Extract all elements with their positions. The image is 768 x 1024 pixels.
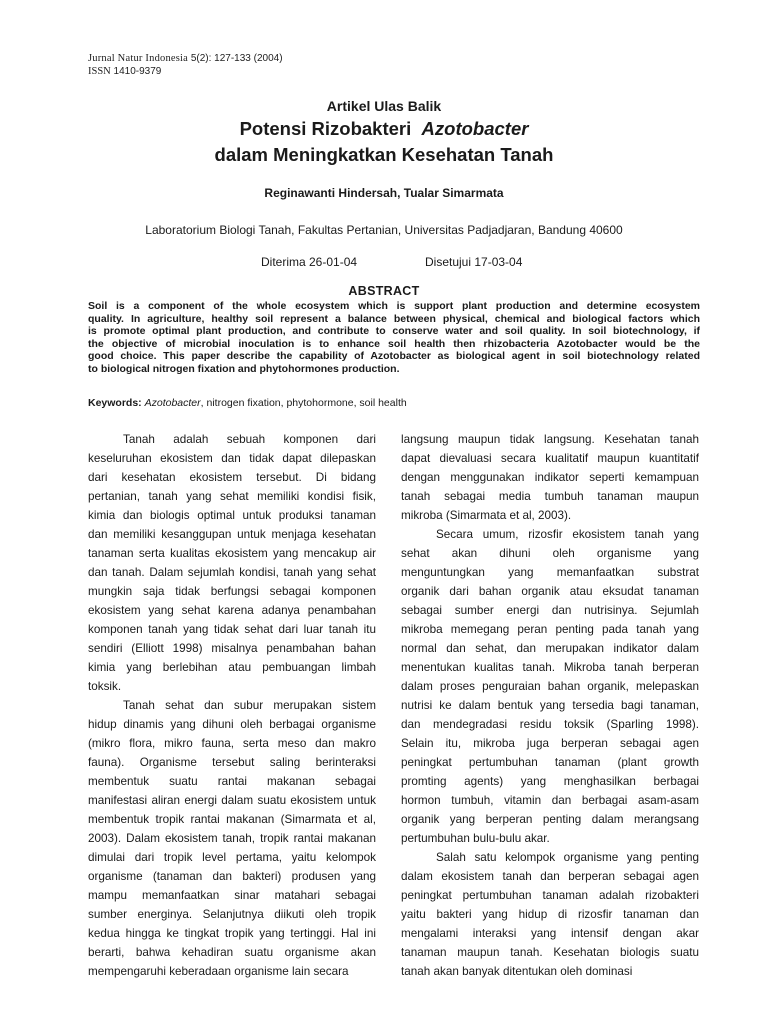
journal-citation <box>88 52 283 65</box>
body-line: komponen tanah yang tidak sehat dari luar tanah itu <box>88 623 376 636</box>
right-column <box>401 430 699 981</box>
body-line: (mikro flora, mikro fauna, serta meso dan makro <box>88 737 376 750</box>
authors: Reginawanti Hindersah, Tualar Simarmata <box>264 186 504 200</box>
body-line: dalam ekosistem tanah dan berperan sebagai agen <box>401 870 699 883</box>
abstract-line: Soil is a component of the whole ecosystem which is support plant production and determine ecosystem <box>88 300 700 312</box>
body-line: mengalami interaksi yang intensif dengan akar <box>401 927 699 940</box>
body-line: organisme (tanaman dan bakteri) produsen yang <box>88 870 376 883</box>
body-line: tanah akan banyak ditentukan oleh dominasi <box>401 965 633 978</box>
body-line: membentuk tropik rantai makanan (Simarmata et al, <box>88 813 376 826</box>
body-line: yaitu bakteri yang hidup di rizosfir tanaman dan <box>401 908 699 921</box>
body-line: dengan menggunakan indikator seperti kemampuan <box>401 471 699 484</box>
body-line: manifestasi aliran energi dalam suatu ekosistem untuk <box>88 794 376 807</box>
body-line: normal dan sehat, dan merupakan indikator dalam <box>401 642 699 655</box>
body-line: Salah satu kelompok organisme yang penting <box>436 851 699 864</box>
body-line: keseluruhan ekosistem dan tidak dapat dilepaskan <box>88 452 376 465</box>
body-line: Selain itu, mikroba juga berperan sebagai agen <box>401 737 699 750</box>
body-line: ekosistem yang sehat karena adanya penambahan <box>88 604 376 617</box>
keywords <box>88 397 407 409</box>
body-line: kimia yang berlebihan atau pembuangan limbah <box>88 661 376 674</box>
abstract-line: is promote optimal plant production, and contribute to conserve water and soil quality. In soil biotechnology, if <box>88 325 700 338</box>
journal-header <box>88 52 283 78</box>
body-line: hidup dinamis yang dihuni oleh berbagai organisme <box>88 718 376 731</box>
keywords-rest: , nitrogen fixation, phytohormone, soil health <box>200 397 407 409</box>
received-date: Diterima 26-01-04 <box>261 255 358 269</box>
body-line: langsung maupun tidak langsung. Kesehatan tanah <box>401 433 699 446</box>
body-line: mikroba memegang peran penting pada tanah yang <box>401 623 699 636</box>
body-line: pertanian, tanah yang sehat memiliki kondisi fisik, <box>88 490 376 503</box>
body-line: kimia dan biologis optimal untuk produksi tanaman <box>88 509 376 522</box>
body-line: Tanah sehat dan subur merupakan sistem <box>123 699 376 712</box>
keyword-italic: Azotobacter <box>144 397 201 409</box>
body-line: mungkin saja tidak berfungsi sebagai komponen <box>88 585 376 598</box>
abstract-line: quality. In agriculture, healthy soil represent a balance between physical, chemical and biological factors which <box>88 312 700 325</box>
body-line: nutrisi ke dalam bentuk yang tersedia bagi tanaman, <box>401 699 699 712</box>
body-line: toksik. <box>88 680 122 693</box>
issn-line <box>88 65 283 78</box>
body-line: sendiri (Elliott 1998) misalnya penambahan bahan <box>88 642 376 655</box>
body-line: dan memiliki kesanggupan untuk menjaga kesehatan <box>88 528 376 541</box>
body-line: mempengaruhi keberadaan organisme lain secara <box>88 965 349 978</box>
body-line: fauna). Organisme tersebut saling berinteraksi <box>88 756 376 769</box>
abstract-line: the objective of microbial inoculation is to enhance soil health then rhizobacteria Azotobacter would be the <box>88 337 700 350</box>
abstract-body <box>88 300 700 376</box>
body-line: organik dari bahan organik atau eksudat tanaman <box>401 585 699 598</box>
body-line: tanaman maupun tanah. Kesehatan biologis suatu <box>401 946 699 959</box>
abstract-line: to biological nitrogen fixation and phytohormones production. <box>88 362 400 375</box>
journal-volume: 5(2): 127-133 (2004) <box>190 53 283 64</box>
body-line: peningkat pertumbuhan tanaman (plant growth <box>401 756 699 769</box>
body-line: hormon tumbuh, vitamin dan berbagai asam-asam <box>401 794 699 807</box>
body-line: dimulai dari tropik level pertama, yaitu kelompok <box>88 851 376 864</box>
body-line: sumber energinya. Selanjutnya diikuti oleh tropik <box>88 908 376 921</box>
body-line: pertumbuhan bulu-bulu akar. <box>401 832 550 845</box>
keywords-label: Keywords: <box>88 397 142 409</box>
body-line: 2003). Dalam ekosistem tanah, tropik rantai makanan <box>88 832 376 845</box>
abstract-heading: ABSTRACT <box>348 284 420 298</box>
body-line: dan tanah. Dalam sejumlah kondisi, tanah yang sehat <box>88 566 376 579</box>
body-line: berarti, bahwa kehadiran suatu organisme akan <box>88 946 376 959</box>
body-line: sebagai sumber energi dan nutrisinya. Sejumlah <box>401 604 699 617</box>
issn-label: ISSN <box>88 66 111 77</box>
body-line: sehat akan dihuni oleh organisme yang <box>401 547 699 560</box>
body-line: tanah sebagai media tumbuh tanaman maupun <box>401 490 699 503</box>
article-type: Artikel Ulas Balik <box>326 98 442 114</box>
issn-number: 1410-9379 <box>113 66 162 77</box>
body-line: tanaman serta kualitas ekosistem yang mencakup air <box>88 547 376 560</box>
body-line: menentukan kualitas tanah. Mikroba tanah berperan <box>401 661 699 674</box>
title-part: Potensi Rizobakteri <box>239 118 412 139</box>
body-line: peningkat pertumbuhan tanaman adalah rizobakteri <box>401 889 699 902</box>
journal-name: Jurnal Natur Indonesia <box>88 53 189 64</box>
body-line: dari kesehatan ekosistem tersebut. Di bidang <box>88 471 376 484</box>
affiliation: Laboratorium Biologi Tanah, Fakultas Pertanian, Universitas Padjadjaran, Bandung 40600 <box>145 223 623 237</box>
body-line: mikroba (Simarmata et al, 2003). <box>401 509 572 522</box>
title-genus: Azotobacter <box>421 118 529 139</box>
body-line: dalam proses penguraian bahan organik, melepaskan <box>401 680 699 693</box>
body-line: promting agents) yang menghasilkan berbagai <box>401 775 699 788</box>
body-line: Secara umum, rizosfir ekosistem tanah yang <box>436 528 699 541</box>
abstract-line: good choice. This paper describe the capability of Azotobacter as biological agent in soil biotechnology related <box>88 350 700 363</box>
left-column <box>88 430 376 981</box>
body-line: membentuk suatu rantai makanan sebagai <box>88 775 376 788</box>
body-line: dan mendegradasi residu toksik (Sparling 1998). <box>401 718 699 731</box>
body-line: mampu memanfaatkan sinar matahari sebagai <box>88 889 376 902</box>
body-line: organik yang berperan penting dalam merangsang <box>401 813 699 826</box>
title-line-1 <box>0 118 768 140</box>
body-line: menguntungkan yang memanfaatkan substrat <box>401 566 699 579</box>
body-line: dapat dievaluasi secara kualitatif maupun kuantitatif <box>401 452 699 465</box>
body-line: kedua hingga ke tingkat tropik yang tertinggi. Hal ini <box>88 927 376 940</box>
body-line: Tanah adalah sebuah komponen dari <box>123 433 376 446</box>
accepted-date: Disetujui 17-03-04 <box>425 255 523 269</box>
title-line-2: dalam Meningkatkan Kesehatan Tanah <box>214 144 554 165</box>
